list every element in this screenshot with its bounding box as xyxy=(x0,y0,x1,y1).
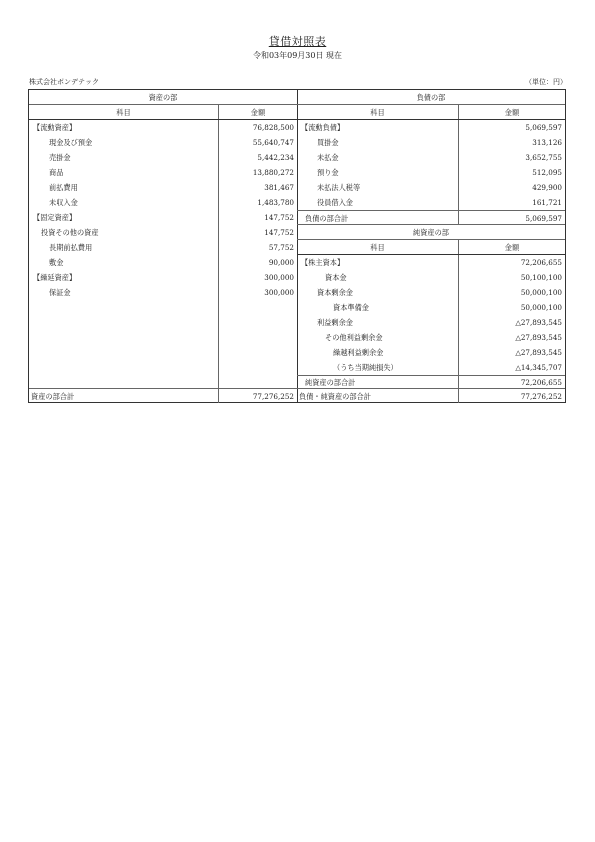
asset-item-amount: 147,752 xyxy=(264,228,294,237)
liability-item-row xyxy=(297,165,565,180)
asset-item-label: 投資その他の資産 xyxy=(41,228,99,237)
assets-column xyxy=(29,90,298,402)
balance-sheet-table xyxy=(28,89,566,403)
liabilities-col-amount: 金額 xyxy=(504,108,520,117)
liabilities-subtotal-row xyxy=(297,210,565,225)
asset-item-label: 長期前払費用 xyxy=(49,243,93,252)
liability-item-row xyxy=(297,135,565,150)
net-asset-item-label: その他利益剰余金 xyxy=(325,333,383,342)
net-asset-item-amount: △27,893,545 xyxy=(515,318,562,327)
grand-total-label: 負債・純資産の部合計 xyxy=(297,389,459,403)
net-asset-item-label: 資本剰余金 xyxy=(317,288,353,297)
liability-item-amount: 161,721 xyxy=(532,198,562,207)
asset-item-label: 保証金 xyxy=(49,288,71,297)
net-asset-item-label: 資本準備金 xyxy=(333,303,369,312)
net-asset-item-row xyxy=(297,360,565,375)
net-asset-item-row xyxy=(297,255,565,270)
asset-item-amount: 90,000 xyxy=(268,258,294,267)
document-title xyxy=(0,33,595,49)
net-asset-item-amount: △27,893,545 xyxy=(515,348,562,357)
net-asset-item-label: （うち当期純損失） xyxy=(333,363,398,372)
liability-item-label: 役員借入金 xyxy=(317,198,353,207)
net-asset-item-amount: 50,000,100 xyxy=(520,303,562,312)
liability-item-amount: 5,069,597 xyxy=(525,123,562,132)
asset-item-label: 商品 xyxy=(49,168,64,177)
net-asset-item-amount: △27,893,545 xyxy=(515,333,562,342)
net-asset-item-row xyxy=(297,315,565,330)
liability-item-amount: 429,900 xyxy=(532,183,562,192)
grand-total-row xyxy=(297,388,565,403)
liability-item-row xyxy=(297,120,565,135)
asset-item-amount: 381,467 xyxy=(264,183,294,192)
net-asset-item-row xyxy=(297,270,565,285)
net-asset-item-label: 【株主資本】 xyxy=(301,258,345,267)
liability-item-row xyxy=(297,150,565,165)
liabilities-subtotal-label: 負債の部合計 xyxy=(297,211,459,224)
net-asset-item-amount: 50,100,100 xyxy=(520,273,562,282)
asset-item-amount: 300,000 xyxy=(264,273,294,282)
asset-item-amount: 1,483,780 xyxy=(257,198,294,207)
company-name: 株式会社ボンデテック xyxy=(29,78,99,86)
assets-empty-area xyxy=(29,120,297,388)
net-assets-column-header xyxy=(297,240,565,255)
net-assets-section-header: 純資産の部 xyxy=(297,225,565,240)
asset-item-amount: 76,828,500 xyxy=(252,123,294,132)
net-asset-item-row xyxy=(297,345,565,360)
liability-item-label: 未払法人税等 xyxy=(317,183,361,192)
asset-item-amount: 300,000 xyxy=(264,288,294,297)
asset-item-amount: 13,880,272 xyxy=(252,168,294,177)
liability-item-amount: 3,652,755 xyxy=(525,153,562,162)
asset-item-label: 【流動資産】 xyxy=(33,123,77,132)
liability-item-amount: 512,095 xyxy=(532,168,562,177)
net-asset-item-amount: 72,206,655 xyxy=(520,258,562,267)
liability-item-label: 未払金 xyxy=(317,153,339,162)
net-asset-item-label: 資本金 xyxy=(325,273,347,282)
liabilities-column xyxy=(297,90,565,402)
net-assets-subtotal-amount: 72,206,655 xyxy=(520,378,562,387)
asset-item-label: 売掛金 xyxy=(49,153,71,162)
liability-item-label: 買掛金 xyxy=(317,138,339,147)
asset-item-label: 敷金 xyxy=(49,258,64,267)
title-text: 貸借対照表 xyxy=(268,35,327,48)
net-asset-item-amount: △14,345,707 xyxy=(515,363,562,372)
asset-item-amount: 57,752 xyxy=(268,243,294,252)
liability-item-row xyxy=(297,195,565,210)
liabilities-section-header: 負債の部 xyxy=(297,90,565,105)
assets-column-header xyxy=(29,105,297,120)
liability-item-label: 【流動負債】 xyxy=(301,123,345,132)
asset-item-amount: 55,640,747 xyxy=(252,138,294,147)
assets-total-amount: 77,276,252 xyxy=(252,392,294,401)
assets-col-item: 科目 xyxy=(29,105,219,119)
assets-item-column xyxy=(29,120,219,388)
net-asset-item-label: 繰越利益剰余金 xyxy=(333,348,384,357)
assets-total-label: 資産の部合計 xyxy=(29,389,219,403)
as-of-date: 令和03年09月30日 現在 xyxy=(252,51,343,60)
net-assets-col-item: 科目 xyxy=(297,240,459,254)
asset-item-amount: 5,442,234 xyxy=(257,153,294,162)
net-asset-item-row xyxy=(297,330,565,345)
assets-section-header: 資産の部 xyxy=(29,90,297,105)
asset-item-label: 未収入金 xyxy=(49,198,78,207)
net-assets-subtotal-label: 純資産の部合計 xyxy=(297,376,459,388)
asset-item-amount: 147,752 xyxy=(264,213,294,222)
net-asset-item-label: 利益剰余金 xyxy=(317,318,353,327)
asset-item-label: 現金及び預金 xyxy=(49,138,93,147)
asset-item-label: 【固定資産】 xyxy=(33,213,77,222)
net-assets-col-amount: 金額 xyxy=(504,243,520,252)
liability-item-label: 預り金 xyxy=(317,168,339,177)
liability-item-amount: 313,126 xyxy=(532,138,562,147)
assets-total-row xyxy=(29,388,297,403)
unit-label: （単位：円） xyxy=(525,78,567,86)
liabilities-subtotal-amount: 5,069,597 xyxy=(525,214,562,223)
liabilities-column-header xyxy=(297,105,565,120)
asset-item-label: 前払費用 xyxy=(49,183,78,192)
net-asset-item-row xyxy=(297,300,565,315)
assets-col-amount: 金額 xyxy=(250,108,266,117)
net-asset-item-amount: 50,000,100 xyxy=(520,288,562,297)
asset-item-label: 【繰延資産】 xyxy=(33,273,77,282)
liability-item-row xyxy=(297,180,565,195)
net-asset-item-row xyxy=(297,285,565,300)
net-assets-subtotal-row xyxy=(297,375,565,388)
liabilities-col-item: 科目 xyxy=(297,105,459,119)
grand-total-amount: 77,276,252 xyxy=(520,392,562,401)
assets-amount-column xyxy=(219,120,297,388)
